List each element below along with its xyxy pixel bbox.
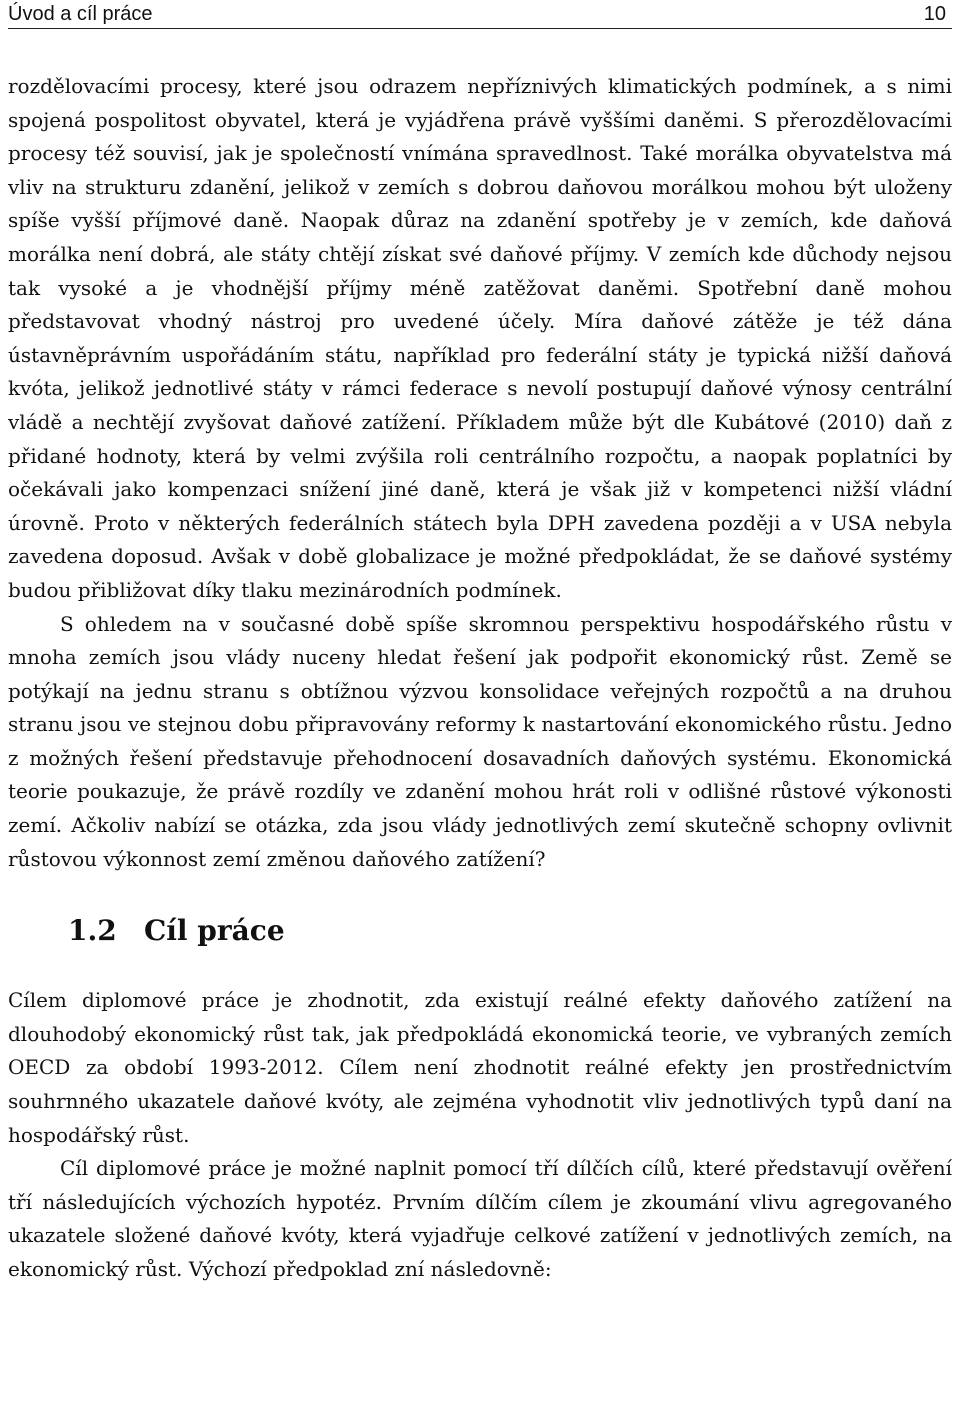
chapter-title: Úvod a cíl práce bbox=[8, 3, 153, 25]
section-title: Cíl práce bbox=[144, 914, 285, 948]
page-number: 10 bbox=[923, 3, 946, 25]
paragraph: Cíl diplomové práce je možné naplnit pomocí tří dílčích cílů, které představují ověření tří následujících výchozích hypotéz. Prvním dílčím cílem je zkoumání vlivu agregovaného ukazatele složené daňové kvóty, která vyjadřuje celkové zatížení v jednotlivých zemích, na ekonomický růst. Výchozí předpoklad zní následovně: bbox=[8, 1156, 952, 1281]
paragraph: S ohledem na v současné době spíše skromnou perspektivu hospodářského růstu v mnoha zemích jsou vlády nuceny hledat řešení jak podpořit ekonomický růst. Země se potýkají na jednu stranu s obtížnou výzvou konsolidace veřejných rozpočtů a na druhou stranu jsou ve stejnou dobu připravovány reformy k nastartování ekonomického růstu. Jedno z možných řešení představuje přehodnocení dosavadních daňových systému. Ekonomická teorie poukazuje, že právě rozdíly ve zdanění mohou hrát roli v odlišné růstové výkonosti zemí. Ačkoliv nabízí se otázka, zda jsou vlády jednotlivých zemí skutečně schopny ovlivnit růstovou výkonnost zemí změnou daňového zatížení? bbox=[8, 611, 952, 871]
running-header bbox=[8, 0, 952, 29]
section-heading bbox=[8, 914, 952, 948]
paragraph: Cílem diplomové práce je zhodnotit, zda existují reálné efekty daňového zatížení na dlouhodobý ekonomický růst tak, jak předpokládá ekonomická teorie, ve vybraných zemích OECD za období 1993-2012. Cílem není zhodnotit reálné efekty jen prostřednictvím souhrnného ukazatele daňové kvóty, ale zejména vyhodnotit vliv jednotlivých typů daní na hospodářský růst. bbox=[8, 988, 952, 1147]
body-text bbox=[8, 70, 952, 1287]
paragraph: rozdělovacími procesy, které jsou odrazem nepříznivých klimatických podmínek, a s nimi spojená pospolitost obyvatel, která je vyjádřena právě vyššími daněmi. S přerozdělovacími procesy též souvisí, jak je společností vnímána spravedlnost. Také morálka obyvatelstva má vliv na strukturu zdanění, jelikož v zemích s dobrou daňovou morálkou mohou být uloženy spíše vyšší příjmové daně. Naopak důraz na zdanění spotřeby je v zemích, kde daňová morálka není dobrá, ale státy chtějí získat své daňové příjmy. V zemích kde důchody nejsou tak vysoké a je vhodnější příjmy méně zatěžovat daněmi. Spotřební daně mohou představovat vhodný nástroj pro uvedené účely. Míra daňové zátěže je též dána ústavněprávním uspořádáním státu, například pro federální státy je typická nižší daňová kvóta, jelikož jednotlivé státy v rámci federace s nevolí postupují daňové výnosy centrální vládě a nechtějí zvyšovat daňové zatížení. Příkladem může být dle Kubátové (2010) daň z přidané hodnoty, která by velmi zvýšila roli centrálního rozpočtu, a naopak poplatníci by očekávali jako kompenzaci snížení jiné daně, která je však již v kompetenci nižší vládní úrovně. Proto v některých federálních státech byla DPH zavedena později a v USA nebyla zavedena doposud. Avšak v době globalizace je možné předpokládat, že se daňové systémy budou přibližovat díky tlaku mezinárodních podmínek. bbox=[8, 74, 952, 602]
section-number: 1.2 bbox=[68, 914, 117, 948]
